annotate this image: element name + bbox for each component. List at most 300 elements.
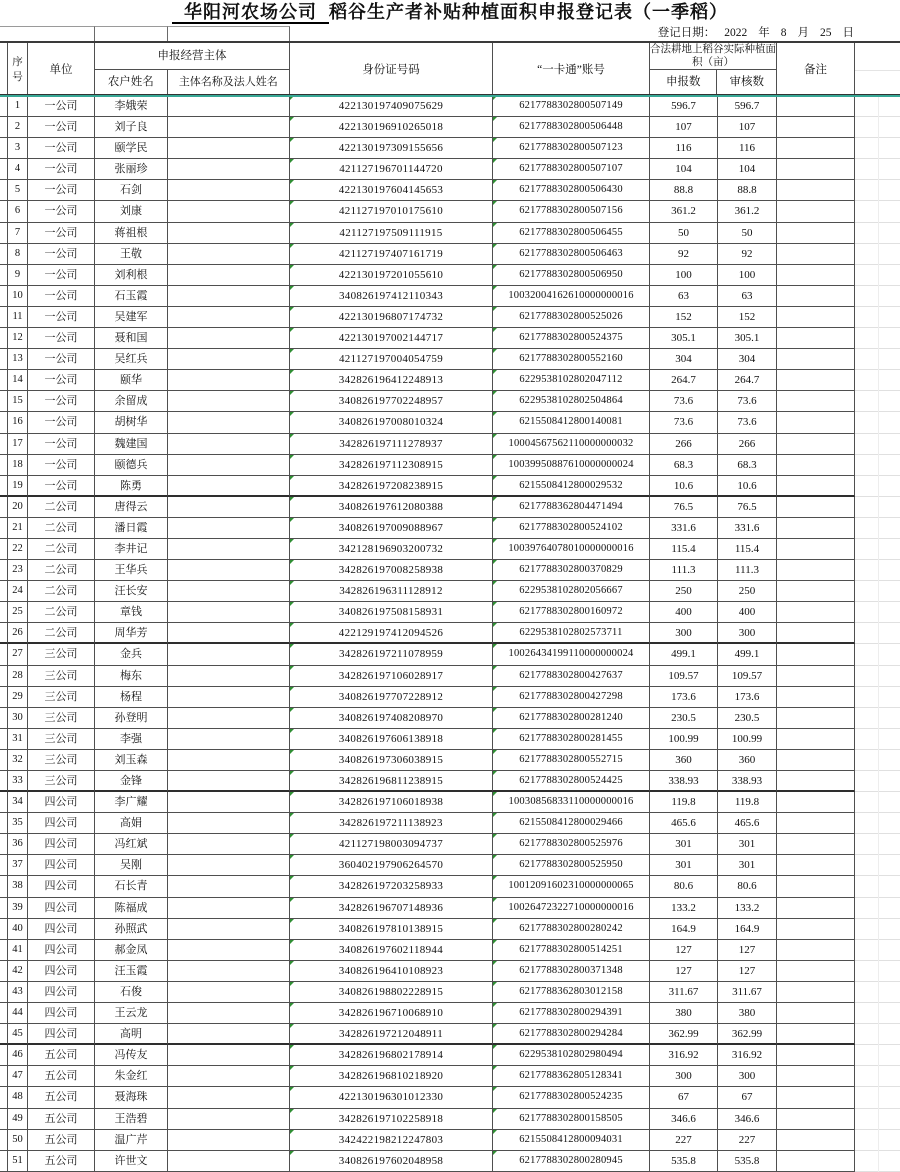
cell-serial[interactable]: 33 [8,771,28,792]
cell-card-account[interactable] [493,307,650,328]
cell-declared-area[interactable]: 250 [650,581,718,602]
cell-remark[interactable] [777,940,855,961]
cell-entity-name[interactable] [168,391,290,412]
cell-id-number[interactable] [290,307,493,328]
cell-card-account[interactable] [493,1066,650,1087]
header-area-group-label[interactable]: 合法耕地上稻谷实际种植面积（亩） [650,43,776,70]
cell-remark[interactable] [777,1109,855,1130]
cell-farmer-name[interactable]: 刘利根 [95,265,168,286]
cell-farmer-name[interactable]: 蒋祖根 [95,223,168,244]
cell-unit[interactable]: 二公司 [28,518,95,539]
cell-remark[interactable] [777,750,855,771]
cell-farmer-name[interactable]: 杨程 [95,687,168,708]
cell-unit[interactable]: 一公司 [28,223,95,244]
cell-remark[interactable] [777,1087,855,1108]
cell-id-number[interactable] [290,1045,493,1066]
cell-card-account[interactable] [493,982,650,1003]
cell-farmer-name[interactable]: 郝金凤 [95,940,168,961]
cell-declared-area[interactable]: 465.6 [650,813,718,834]
cell-entity-name[interactable] [168,687,290,708]
header-entity-name[interactable]: 主体名称及法人姓名 [178,76,278,88]
cell-declared-area[interactable]: 173.6 [650,687,718,708]
cell-card-account[interactable] [493,497,650,518]
cell-card-account[interactable] [493,180,650,201]
cell-audited-area[interactable]: 164.9 [718,919,777,940]
cell-serial[interactable]: 37 [8,855,28,876]
cell-declared-area[interactable]: 331.6 [650,518,718,539]
cell-audited-area[interactable]: 361.2 [718,201,777,222]
cell-farmer-name[interactable]: 冯红斌 [95,834,168,855]
cell-audited-area[interactable]: 109.57 [718,666,777,687]
cell-declared-area[interactable]: 127 [650,961,718,982]
cell-remark[interactable] [777,244,855,265]
cell-farmer-name[interactable]: 汪长安 [95,581,168,602]
cell-id-number[interactable] [290,244,493,265]
cell-serial[interactable]: 21 [8,518,28,539]
cell-serial[interactable]: 36 [8,834,28,855]
cell-farmer-name[interactable]: 刘康 [95,201,168,222]
cell-card-account[interactable] [493,961,650,982]
cell-audited-area[interactable]: 10.6 [718,476,777,497]
cell-audited-area[interactable]: 362.99 [718,1024,777,1045]
cell-declared-area[interactable]: 109.57 [650,666,718,687]
cell-audited-area[interactable]: 301 [718,834,777,855]
cell-serial[interactable]: 8 [8,244,28,265]
cell-serial[interactable]: 3 [8,138,28,159]
cell-declared-area[interactable]: 338.93 [650,771,718,792]
cell-farmer-name[interactable]: 颐学民 [95,138,168,159]
cell-declared-area[interactable]: 115.4 [650,539,718,560]
cell-audited-area[interactable]: 300 [718,1066,777,1087]
cell-card-account[interactable] [493,518,650,539]
cell-unit[interactable]: 五公司 [28,1130,95,1151]
cell-serial[interactable]: 24 [8,581,28,602]
cell-audited-area[interactable]: 346.6 [718,1109,777,1130]
cell-id-number[interactable] [290,792,493,813]
cell-id-number[interactable] [290,1087,493,1108]
cell-card-account[interactable] [493,729,650,750]
cell-audited-area[interactable]: 80.6 [718,876,777,897]
cell-audited-area[interactable]: 230.5 [718,708,777,729]
cell-declared-area[interactable]: 67 [650,1087,718,1108]
cell-entity-name[interactable] [168,961,290,982]
cell-unit[interactable]: 三公司 [28,729,95,750]
cell-farmer-name[interactable]: 吴刚 [95,855,168,876]
cell-remark[interactable] [777,370,855,391]
cell-serial[interactable]: 1 [8,96,28,117]
cell-id-number[interactable] [290,180,493,201]
cell-unit[interactable]: 二公司 [28,560,95,581]
cell-remark[interactable] [777,138,855,159]
cell-remark[interactable] [777,180,855,201]
cell-audited-area[interactable]: 76.5 [718,497,777,518]
cell-audited-area[interactable]: 100.99 [718,729,777,750]
cell-id-number[interactable] [290,855,493,876]
cell-id-number[interactable] [290,708,493,729]
cell-declared-area[interactable]: 230.5 [650,708,718,729]
cell-unit[interactable]: 一公司 [28,412,95,433]
cell-unit[interactable]: 一公司 [28,328,95,349]
cell-serial[interactable]: 15 [8,391,28,412]
cell-card-account[interactable] [493,602,650,623]
cell-remark[interactable] [777,223,855,244]
cell-declared-area[interactable]: 300 [650,623,718,644]
cell-id-number[interactable] [290,961,493,982]
cell-declared-area[interactable]: 535.8 [650,1151,718,1172]
cell-serial[interactable]: 11 [8,307,28,328]
cell-card-account[interactable] [493,455,650,476]
cell-declared-area[interactable]: 88.8 [650,180,718,201]
cell-audited-area[interactable]: 173.6 [718,687,777,708]
cell-id-number[interactable] [290,602,493,623]
cell-id-number[interactable] [290,476,493,497]
cell-id-number[interactable] [290,876,493,897]
cell-id-number[interactable] [290,1109,493,1130]
cell-entity-name[interactable] [168,771,290,792]
cell-serial[interactable]: 25 [8,602,28,623]
cell-farmer-name[interactable]: 陈福成 [95,898,168,919]
cell-id-number[interactable] [290,919,493,940]
cell-farmer-name[interactable]: 聂和国 [95,328,168,349]
cell-id-number[interactable] [290,117,493,138]
cell-audited-area[interactable]: 331.6 [718,518,777,539]
cell-card-account[interactable] [493,434,650,455]
cell-serial[interactable]: 51 [8,1151,28,1172]
cell-unit[interactable]: 四公司 [28,834,95,855]
cell-declared-area[interactable]: 100.99 [650,729,718,750]
cell-farmer-name[interactable]: 孙照武 [95,919,168,940]
cell-remark[interactable] [777,1151,855,1172]
cell-card-account[interactable] [493,349,650,370]
empty-cell[interactable] [8,26,95,41]
cell-serial[interactable]: 19 [8,476,28,497]
cell-declared-area[interactable]: 305.1 [650,328,718,349]
cell-card-account[interactable] [493,792,650,813]
cell-id-number[interactable] [290,138,493,159]
cell-audited-area[interactable]: 338.93 [718,771,777,792]
cell-id-number[interactable] [290,1003,493,1024]
cell-entity-name[interactable] [168,286,290,307]
cell-remark[interactable] [777,581,855,602]
cell-remark[interactable] [777,687,855,708]
cell-farmer-name[interactable]: 唐得云 [95,497,168,518]
cell-card-account[interactable] [493,581,650,602]
cell-remark[interactable] [777,666,855,687]
cell-unit[interactable]: 四公司 [28,961,95,982]
cell-id-number[interactable] [290,581,493,602]
cell-card-account[interactable] [493,855,650,876]
cell-audited-area[interactable]: 360 [718,750,777,771]
cell-entity-name[interactable] [168,412,290,433]
cell-unit[interactable]: 二公司 [28,539,95,560]
cell-unit[interactable]: 三公司 [28,708,95,729]
header-serial[interactable]: 序号 [8,43,28,94]
cell-unit[interactable]: 四公司 [28,898,95,919]
cell-farmer-name[interactable]: 胡树华 [95,412,168,433]
cell-card-account[interactable] [493,813,650,834]
cell-id-number[interactable] [290,518,493,539]
cell-serial[interactable]: 2 [8,117,28,138]
cell-unit[interactable]: 三公司 [28,771,95,792]
cell-farmer-name[interactable]: 温广芹 [95,1130,168,1151]
cell-declared-area[interactable]: 400 [650,602,718,623]
cell-audited-area[interactable]: 465.6 [718,813,777,834]
cell-declared-area[interactable]: 10.6 [650,476,718,497]
cell-remark[interactable] [777,771,855,792]
cell-declared-area[interactable]: 63 [650,286,718,307]
cell-id-number[interactable] [290,96,493,117]
cell-entity-name[interactable] [168,813,290,834]
cell-card-account[interactable] [493,328,650,349]
cell-audited-area[interactable]: 535.8 [718,1151,777,1172]
cell-serial[interactable]: 17 [8,434,28,455]
cell-card-account[interactable] [493,412,650,433]
cell-entity-name[interactable] [168,666,290,687]
header-entity-group-label[interactable]: 申报经营主体 [95,43,289,70]
cell-id-number[interactable] [290,771,493,792]
cell-remark[interactable] [777,349,855,370]
cell-farmer-name[interactable]: 朱金红 [95,1066,168,1087]
cell-farmer-name[interactable]: 聂海珠 [95,1087,168,1108]
cell-id-number[interactable] [290,813,493,834]
cell-declared-area[interactable]: 304 [650,349,718,370]
cell-audited-area[interactable]: 400 [718,602,777,623]
cell-farmer-name[interactable]: 张丽珍 [95,159,168,180]
cell-entity-name[interactable] [168,307,290,328]
cell-serial[interactable]: 27 [8,644,28,665]
cell-id-number[interactable] [290,265,493,286]
cell-declared-area[interactable]: 80.6 [650,876,718,897]
cell-entity-name[interactable] [168,1130,290,1151]
cell-id-number[interactable] [290,560,493,581]
header-remark[interactable]: 备注 [777,43,855,94]
cell-entity-name[interactable] [168,138,290,159]
cell-serial[interactable]: 34 [8,792,28,813]
cell-unit[interactable]: 四公司 [28,855,95,876]
cell-card-account[interactable] [493,286,650,307]
cell-audited-area[interactable]: 116 [718,138,777,159]
cell-declared-area[interactable]: 50 [650,223,718,244]
cell-remark[interactable] [777,644,855,665]
cell-audited-area[interactable]: 111.3 [718,560,777,581]
cell-id-number[interactable] [290,286,493,307]
cell-unit[interactable]: 四公司 [28,982,95,1003]
cell-unit[interactable]: 四公司 [28,1003,95,1024]
cell-card-account[interactable] [493,1109,650,1130]
cell-entity-name[interactable] [168,265,290,286]
cell-declared-area[interactable]: 107 [650,117,718,138]
cell-declared-area[interactable]: 362.99 [650,1024,718,1045]
cell-farmer-name[interactable]: 周华芳 [95,623,168,644]
cell-serial[interactable]: 31 [8,729,28,750]
cell-entity-name[interactable] [168,792,290,813]
cell-declared-area[interactable]: 346.6 [650,1109,718,1130]
cell-unit[interactable]: 一公司 [28,391,95,412]
cell-declared-area[interactable]: 127 [650,940,718,961]
cell-farmer-name[interactable]: 刘玉森 [95,750,168,771]
cell-remark[interactable] [777,497,855,518]
cell-entity-name[interactable] [168,623,290,644]
cell-serial[interactable]: 12 [8,328,28,349]
cell-card-account[interactable] [493,750,650,771]
cell-unit[interactable]: 三公司 [28,687,95,708]
cell-id-number[interactable] [290,729,493,750]
cell-unit[interactable]: 一公司 [28,244,95,265]
cell-unit[interactable]: 一公司 [28,117,95,138]
cell-serial[interactable]: 28 [8,666,28,687]
cell-remark[interactable] [777,708,855,729]
header-id-number[interactable]: 身份证号码 [290,43,493,94]
cell-declared-area[interactable]: 111.3 [650,560,718,581]
cell-serial[interactable]: 46 [8,1045,28,1066]
cell-declared-area[interactable]: 301 [650,855,718,876]
cell-remark[interactable] [777,265,855,286]
cell-entity-name[interactable] [168,159,290,180]
cell-remark[interactable] [777,876,855,897]
cell-entity-name[interactable] [168,1045,290,1066]
cell-remark[interactable] [777,1024,855,1045]
cell-serial[interactable]: 47 [8,1066,28,1087]
cell-card-account[interactable] [493,265,650,286]
cell-unit[interactable]: 三公司 [28,750,95,771]
cell-unit[interactable]: 一公司 [28,180,95,201]
cell-id-number[interactable] [290,687,493,708]
cell-entity-name[interactable] [168,940,290,961]
empty-cell[interactable] [95,26,168,41]
cell-serial[interactable]: 5 [8,180,28,201]
cell-id-number[interactable] [290,898,493,919]
cell-id-number[interactable] [290,1130,493,1151]
cell-entity-name[interactable] [168,919,290,940]
cell-farmer-name[interactable]: 王敬 [95,244,168,265]
cell-audited-area[interactable]: 380 [718,1003,777,1024]
cell-card-account[interactable] [493,687,650,708]
cell-card-account[interactable] [493,476,650,497]
cell-unit[interactable]: 二公司 [28,602,95,623]
cell-serial[interactable]: 41 [8,940,28,961]
cell-entity-name[interactable] [168,1151,290,1172]
cell-audited-area[interactable]: 73.6 [718,412,777,433]
cell-id-number[interactable] [290,412,493,433]
cell-remark[interactable] [777,201,855,222]
cell-audited-area[interactable]: 107 [718,117,777,138]
cell-farmer-name[interactable]: 陈勇 [95,476,168,497]
cell-entity-name[interactable] [168,708,290,729]
cell-unit[interactable]: 二公司 [28,581,95,602]
cell-card-account[interactable] [493,666,650,687]
cell-audited-area[interactable]: 266 [718,434,777,455]
cell-entity-name[interactable] [168,117,290,138]
cell-card-account[interactable] [493,244,650,265]
cell-card-account[interactable] [493,919,650,940]
cell-unit[interactable]: 五公司 [28,1087,95,1108]
cell-unit[interactable]: 三公司 [28,644,95,665]
cell-declared-area[interactable]: 360 [650,750,718,771]
cell-id-number[interactable] [290,666,493,687]
cell-farmer-name[interactable]: 吴建军 [95,307,168,328]
cell-farmer-name[interactable]: 石剑 [95,180,168,201]
cell-entity-name[interactable] [168,201,290,222]
cell-id-number[interactable] [290,1024,493,1045]
cell-serial[interactable]: 42 [8,961,28,982]
cell-card-account[interactable] [493,876,650,897]
cell-farmer-name[interactable]: 梅东 [95,666,168,687]
cell-serial[interactable]: 30 [8,708,28,729]
cell-unit[interactable]: 五公司 [28,1066,95,1087]
cell-entity-name[interactable] [168,834,290,855]
cell-unit[interactable]: 一公司 [28,159,95,180]
cell-entity-name[interactable] [168,455,290,476]
cell-remark[interactable] [777,623,855,644]
cell-remark[interactable] [777,117,855,138]
cell-remark[interactable] [777,813,855,834]
cell-card-account[interactable] [493,644,650,665]
cell-audited-area[interactable]: 92 [718,244,777,265]
cell-unit[interactable]: 一公司 [28,349,95,370]
cell-declared-area[interactable]: 311.67 [650,982,718,1003]
cell-serial[interactable]: 9 [8,265,28,286]
cell-entity-name[interactable] [168,518,290,539]
cell-id-number[interactable] [290,223,493,244]
cell-entity-name[interactable] [168,898,290,919]
cell-remark[interactable] [777,792,855,813]
cell-card-account[interactable] [493,539,650,560]
cell-unit[interactable]: 一公司 [28,307,95,328]
cell-remark[interactable] [777,898,855,919]
cell-unit[interactable]: 四公司 [28,1024,95,1045]
cell-card-account[interactable] [493,708,650,729]
cell-serial[interactable]: 40 [8,919,28,940]
cell-id-number[interactable] [290,497,493,518]
cell-declared-area[interactable]: 152 [650,307,718,328]
cell-serial[interactable]: 43 [8,982,28,1003]
header-unit[interactable]: 单位 [28,43,95,94]
header-declared[interactable]: 申报数 [650,70,717,94]
cell-farmer-name[interactable]: 潘日霞 [95,518,168,539]
cell-serial[interactable]: 10 [8,286,28,307]
cell-remark[interactable] [777,602,855,623]
cell-farmer-name[interactable]: 石长青 [95,876,168,897]
cell-remark[interactable] [777,834,855,855]
cell-id-number[interactable] [290,370,493,391]
cell-id-number[interactable] [290,201,493,222]
cell-remark[interactable] [777,1130,855,1151]
cell-entity-name[interactable] [168,729,290,750]
cell-farmer-name[interactable]: 颐德兵 [95,455,168,476]
cell-audited-area[interactable]: 499.1 [718,644,777,665]
cell-card-account[interactable] [493,898,650,919]
cell-declared-area[interactable]: 596.7 [650,96,718,117]
cell-serial[interactable]: 32 [8,750,28,771]
cell-audited-area[interactable]: 227 [718,1130,777,1151]
cell-id-number[interactable] [290,391,493,412]
header-audited[interactable]: 审核数 [729,76,764,88]
cell-declared-area[interactable]: 104 [650,159,718,180]
cell-card-account[interactable] [493,1151,650,1172]
cell-remark[interactable] [777,159,855,180]
cell-audited-area[interactable]: 311.67 [718,982,777,1003]
cell-audited-area[interactable]: 50 [718,223,777,244]
cell-unit[interactable]: 三公司 [28,666,95,687]
cell-farmer-name[interactable]: 王云龙 [95,1003,168,1024]
cell-declared-area[interactable]: 73.6 [650,391,718,412]
cell-farmer-name[interactable]: 章钱 [95,602,168,623]
cell-entity-name[interactable] [168,855,290,876]
cell-id-number[interactable] [290,750,493,771]
cell-card-account[interactable] [493,96,650,117]
cell-farmer-name[interactable]: 许世文 [95,1151,168,1172]
cell-declared-area[interactable]: 76.5 [650,497,718,518]
